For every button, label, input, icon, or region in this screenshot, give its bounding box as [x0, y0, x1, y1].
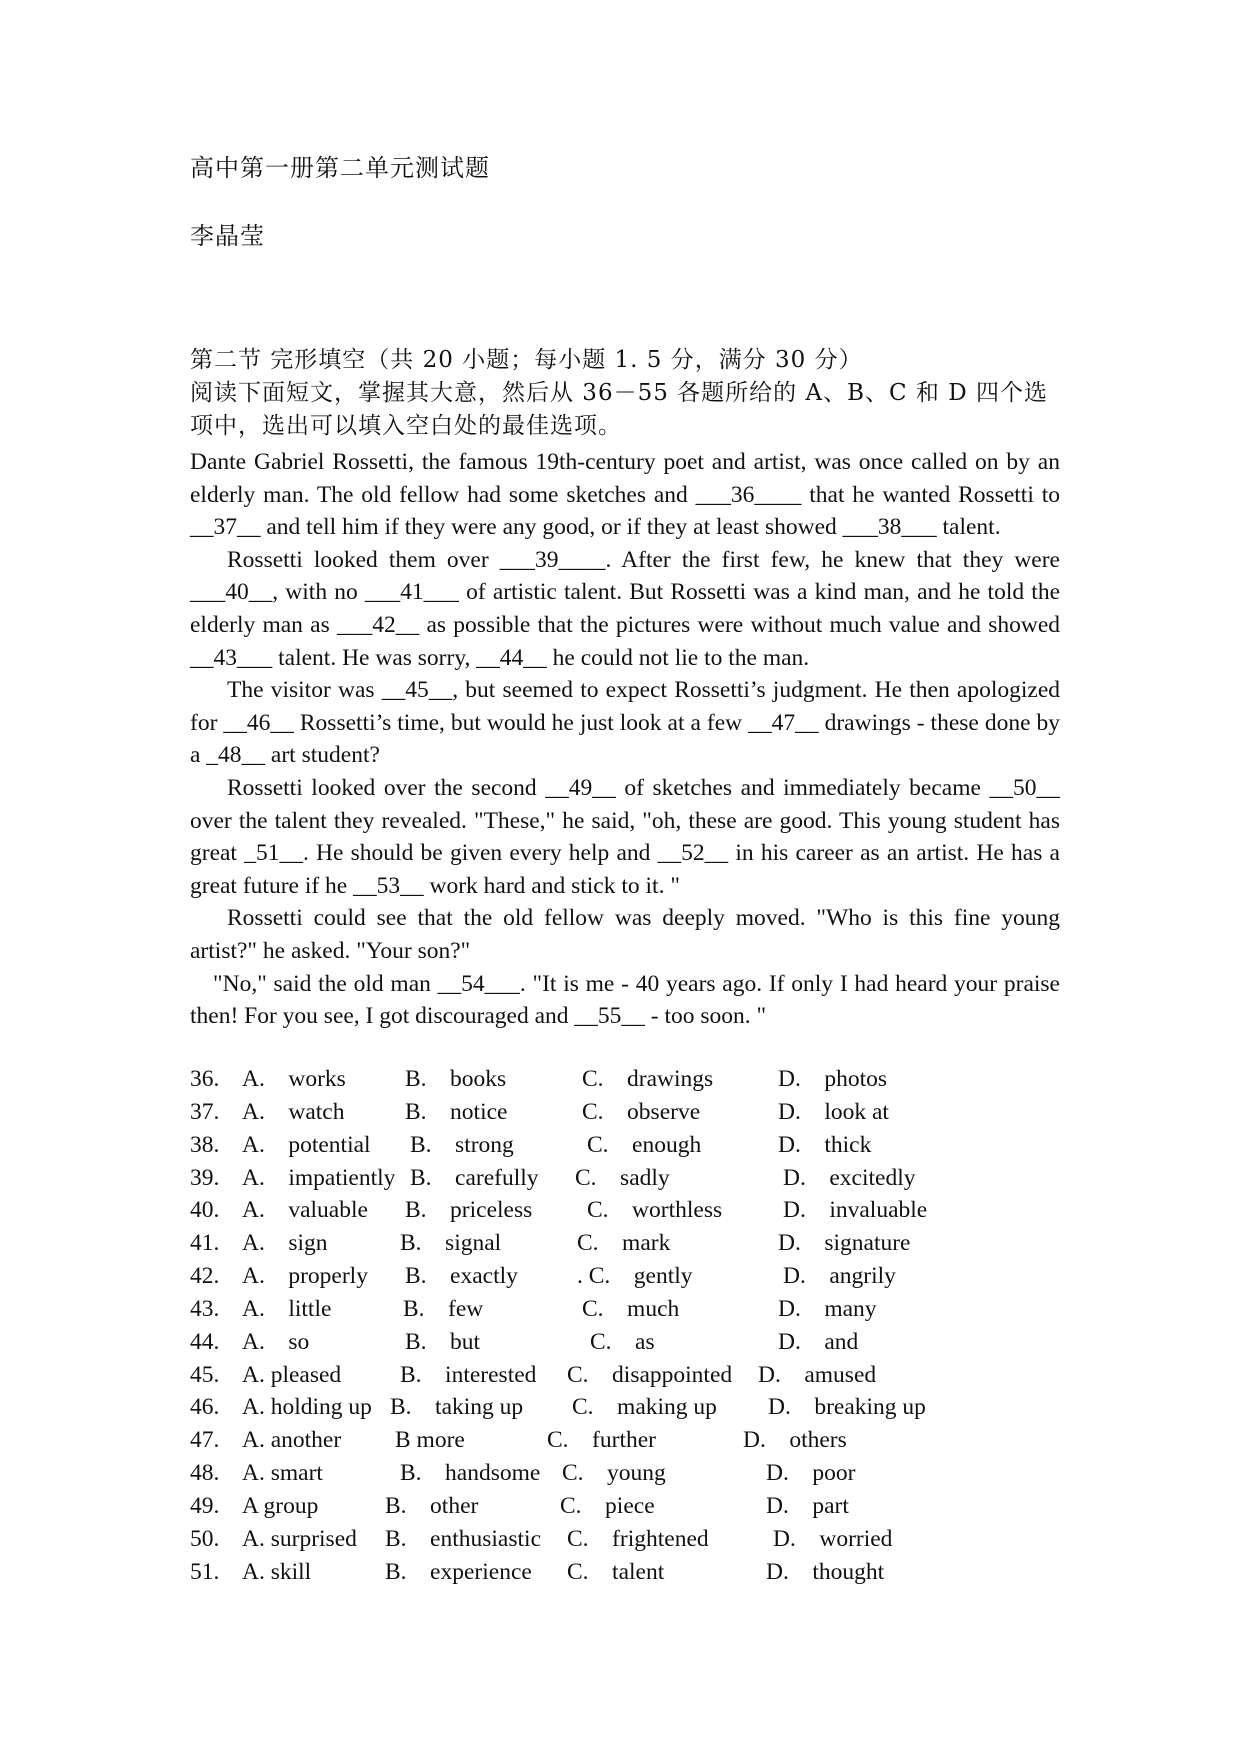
option-a: A. so [242, 1328, 310, 1355]
option-a: A. sign [242, 1230, 328, 1257]
instructions-line-1: 阅读下面短文，掌握其大意，然后从 36－55 各题所给的 A、B、C 和 D 四个选 [190, 380, 1048, 406]
question-row [190, 1559, 1090, 1592]
option-a: A. potential [242, 1131, 371, 1158]
question-row [190, 1263, 1090, 1296]
option-a: A. surprised [242, 1525, 357, 1552]
question-row [190, 1230, 1090, 1263]
question-row [190, 1296, 1090, 1329]
option-a: A group [242, 1492, 319, 1519]
passage-paragraph: The visitor was __45__, but seemed to expect Rossetti’s judgment. He then apologized for __46__ Rossetti’s time, but would he just look at a few __47__ drawings - these done by a _48__ art student? [190, 677, 1060, 769]
question-row [190, 1329, 1090, 1362]
option-c: C. much [582, 1295, 680, 1322]
page-title: 高中第一册第二单元测试题 [190, 154, 490, 182]
question-number: 50. [190, 1525, 220, 1552]
question-row [190, 1460, 1090, 1493]
passage-paragraph: Rossetti looked over the second __49__ of sketches and immediately became __50__ over the talent they revealed. "These," he said, "oh, these are good. This young student has great _51__. He should be given every help and __52__ in his career as an artist. He has a great future if he __53__ work hard and stick to it. " [190, 774, 1060, 899]
question-row [190, 1493, 1090, 1526]
option-b: B. books [405, 1066, 507, 1092]
option-c: C. mark [577, 1230, 671, 1257]
question-number: 48. [190, 1460, 220, 1487]
option-c: C. as [590, 1328, 655, 1355]
option-a: A. impatiently [242, 1164, 396, 1191]
question-row [190, 1099, 1090, 1132]
option-a: A. valuable [242, 1197, 368, 1224]
question-number: 37. [190, 1098, 220, 1125]
option-b: B. taking up [390, 1394, 524, 1421]
option-b: B. experience [385, 1558, 532, 1585]
option-b: B more [395, 1427, 465, 1454]
option-b: B. other [385, 1492, 479, 1519]
option-a: A. skill [242, 1558, 312, 1585]
option-a: A. properly [242, 1263, 368, 1290]
question-number: 49. [190, 1492, 220, 1519]
option-b: B. exactly [405, 1263, 518, 1290]
option-b: B. enthusiastic [385, 1525, 541, 1552]
option-a: A. another [242, 1427, 342, 1454]
option-a: A. pleased [242, 1361, 342, 1388]
question-number: 36. [190, 1066, 220, 1092]
option-a: A. holding up [242, 1394, 372, 1421]
option-d: D. breaking up [768, 1394, 926, 1421]
question-row [190, 1394, 1090, 1427]
passage-paragraph: "No," said the old man __54___. "It is me - 40 years ago. If only I had heard your praise then! For you see, I got discouraged and __55__ - too soon. " [190, 970, 1060, 1030]
option-d: D. many [778, 1295, 877, 1322]
answer-options [190, 1066, 1090, 1592]
option-c: C. observe [582, 1098, 701, 1125]
option-d: D. thought [766, 1558, 885, 1585]
author-name: 李晶莹 [190, 222, 265, 250]
option-d: D. amused [758, 1361, 877, 1388]
question-row [190, 1197, 1090, 1230]
option-c: C. further [547, 1427, 656, 1454]
option-a: A. works [242, 1066, 346, 1092]
question-row [190, 1526, 1090, 1559]
option-c: C. enough [587, 1131, 702, 1158]
passage-paragraph: Rossetti could see that the old fellow was deeply moved. "Who is this fine young artist?" he asked. "Your son?" [190, 905, 1060, 964]
question-number: 45. [190, 1361, 220, 1388]
option-d: D. excitedly [783, 1164, 916, 1191]
option-c: C. sadly [575, 1164, 670, 1191]
option-a: A. smart [242, 1460, 323, 1487]
option-d: D. angrily [783, 1263, 896, 1290]
question-number: 44. [190, 1328, 220, 1355]
instructions-line-2: 项中，选出可以填入空白处的最佳选项。 [190, 413, 622, 439]
option-b: B. carefully [410, 1164, 539, 1191]
question-row [190, 1066, 1090, 1099]
option-c: C. disappointed [567, 1361, 733, 1388]
question-number: 40. [190, 1197, 220, 1224]
section-header [190, 344, 1060, 443]
option-a: A. little [242, 1295, 332, 1322]
option-b: B. strong [410, 1131, 514, 1158]
option-d: D. and [778, 1328, 859, 1355]
question-number: 47. [190, 1427, 220, 1454]
option-d: D. invaluable [783, 1197, 928, 1224]
option-b: B. interested [400, 1361, 537, 1388]
option-c: C. talent [567, 1558, 665, 1585]
question-row [190, 1427, 1090, 1460]
passage-paragraph: Rossetti looked them over ___39____. After the first few, he knew that they were ___40__, with no ___41___ of artistic talent. But Rossetti was a kind man, and he told the elderly man as ___42__ as possible that the pictures were without much value and showed __43___ talent. He was sorry, __44__ he could not lie to the man. [190, 546, 1060, 671]
option-b: B. notice [405, 1098, 508, 1125]
option-b: B. but [405, 1328, 481, 1355]
option-c: C. drawings [582, 1066, 714, 1092]
option-c: C. frightened [567, 1525, 709, 1552]
option-d: D. worried [773, 1525, 893, 1552]
option-b: B. handsome [400, 1460, 541, 1487]
option-d: D. others [743, 1427, 847, 1454]
option-b: B. signal [400, 1230, 502, 1257]
question-row [190, 1165, 1090, 1198]
question-number: 43. [190, 1295, 220, 1322]
question-number: 42. [190, 1263, 220, 1290]
option-d: D. thick [778, 1131, 872, 1158]
question-number: 51. [190, 1558, 220, 1585]
question-number: 41. [190, 1230, 220, 1257]
option-c: . C. gently [577, 1263, 693, 1290]
option-d: D. photos [778, 1066, 888, 1092]
option-d: D. look at [778, 1098, 889, 1125]
option-c: C. young [562, 1460, 666, 1487]
option-b: B. few [403, 1295, 484, 1322]
question-number: 38. [190, 1131, 220, 1158]
section-heading: 第二节 完形填空（共 20 小题；每小题 1. 5 分，满分 30 分） [190, 347, 863, 373]
option-c: C. making up [572, 1394, 717, 1421]
option-b: B. priceless [405, 1197, 533, 1224]
cloze-passage [190, 446, 1060, 1033]
question-row [190, 1132, 1090, 1165]
option-d: D. signature [778, 1230, 911, 1257]
option-c: C. piece [560, 1492, 655, 1519]
option-a: A. watch [242, 1098, 345, 1125]
question-row [190, 1362, 1090, 1395]
question-number: 46. [190, 1394, 220, 1421]
option-c: C. worthless [587, 1197, 723, 1224]
question-number: 39. [190, 1164, 220, 1191]
passage-paragraph: Dante Gabriel Rossetti, the famous 19th-century poet and artist, was once called on by an elderly man. The old fellow had some sketches and ___36____ that he wanted Rossetti to __37__ and tell him if they were any good, or if they at least showed ___38___ talent. [190, 449, 1060, 541]
option-d: D. poor [766, 1460, 856, 1487]
option-d: D. part [766, 1492, 849, 1519]
